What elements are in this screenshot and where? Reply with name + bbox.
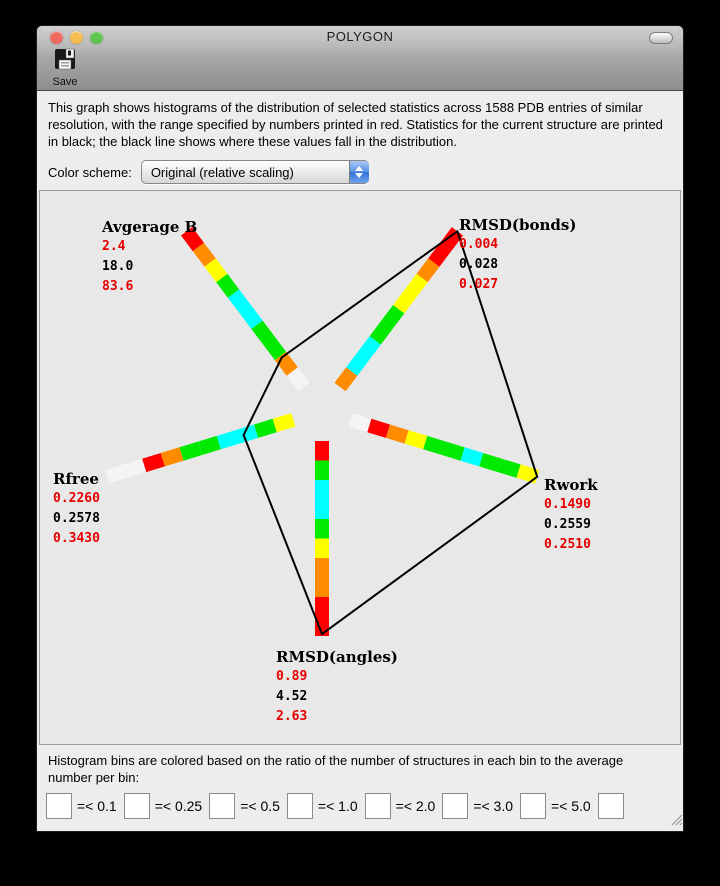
axis-current-value: 0.2578 [53, 511, 100, 526]
axis-label: RMSD(angles) [276, 648, 398, 666]
window-chrome [37, 26, 683, 91]
histogram-bin-rmsd-angles [315, 578, 329, 598]
legend-item [124, 793, 210, 819]
axis-min-value: 2.4 [102, 239, 126, 254]
histogram-bin-rfree [273, 413, 296, 432]
histogram-bin-rmsd-angles [315, 461, 329, 481]
histogram-bin-rwork [367, 419, 390, 438]
color-scheme-selected-value: Original (relative scaling) [150, 164, 294, 180]
floppy-disk-icon [45, 48, 85, 75]
axis-rfree [53, 469, 100, 549]
bin-color-swatch [598, 793, 624, 819]
legend-label: =< 0.5 [240, 798, 280, 814]
toolbar [37, 48, 683, 90]
histogram-bin-rmsd-angles [315, 597, 329, 617]
axis-label: Avgerage B [102, 218, 198, 236]
axis-min-value: 0.2260 [53, 491, 100, 506]
histogram-bin-rfree [179, 442, 202, 461]
legend-item [365, 793, 443, 819]
histogram-bin-rfree [217, 430, 240, 449]
polygon-window [36, 25, 684, 832]
histogram-bin-rwork [461, 447, 484, 466]
histogram-bin-rfree [254, 419, 277, 438]
legend-note: Histogram bins are colored based on the ratio of the number of structures in each bin to the average number per bin: [48, 753, 624, 785]
histogram-bin-rfree [198, 436, 221, 455]
histogram-bin-rwork [479, 453, 502, 472]
stepper-arrows-icon [349, 161, 369, 183]
histogram-bin-rmsd-angles [315, 480, 329, 500]
axis-max-value: 2.63 [276, 709, 308, 724]
axis-max-value: 0.2510 [544, 537, 591, 552]
axis-max-value: 0.3430 [53, 531, 100, 546]
axis-max-value: 0.027 [459, 277, 499, 292]
legend-item [209, 793, 287, 819]
chevron-down-icon [355, 173, 363, 178]
histogram-bin-rmsd-angles [315, 519, 329, 539]
legend-row [37, 790, 683, 819]
bin-color-swatch [442, 793, 468, 819]
axis-current-value: 4.52 [276, 689, 308, 704]
histogram-bin-rwork [498, 459, 521, 478]
polygon-plot [39, 190, 681, 745]
histogram-bin-rmsd-angles [315, 558, 329, 578]
legend-label: =< 0.25 [154, 798, 203, 814]
chevron-up-icon [355, 166, 363, 171]
bin-color-swatch [287, 793, 313, 819]
bin-color-swatch [520, 793, 546, 819]
save-button-label: Save [52, 76, 78, 88]
bin-color-swatch [46, 793, 72, 819]
bin-color-swatch [365, 793, 391, 819]
color-scheme-row [37, 154, 683, 190]
histogram-bin-rmsd-angles [315, 441, 329, 461]
resize-grip[interactable] [669, 812, 682, 830]
axis-min-value: 0.004 [459, 237, 499, 252]
legend-label: =< 1.0 [317, 798, 358, 814]
title-bar[interactable] [37, 26, 683, 48]
legend-item [442, 793, 520, 819]
axis-label: Rwork [544, 476, 598, 494]
axis-rmsd-angles [276, 647, 398, 727]
legend-item [287, 793, 365, 819]
toolbar-toggle-button[interactable] [649, 32, 673, 44]
histogram-bin-rwork [423, 436, 446, 455]
axis-label: RMSD(bonds) [459, 216, 577, 234]
axis-label: Rfree [53, 470, 99, 488]
axis-average-b [102, 217, 197, 297]
axis-current-value: 0.2559 [544, 517, 591, 532]
color-scheme-dropdown[interactable] [141, 160, 369, 184]
histogram-bin-rfree [161, 447, 184, 466]
bin-color-swatch [209, 793, 235, 819]
histogram-bin-rwork [386, 425, 409, 444]
histogram-bin-rwork [405, 430, 428, 449]
histogram-bin-rmsd-angles [315, 539, 329, 559]
histogram-bin-rwork [349, 413, 372, 432]
save-button[interactable] [45, 48, 85, 88]
bin-color-swatch [124, 793, 150, 819]
description-text: This graph shows histograms of the distribution of selected statistics across 1588 PDB entries of similar resolution, with the range specified by numbers printed in red. Statistics for the current structure are printed in black; the black line shows where these values fall in the distribution. [48, 100, 663, 149]
axis-current-value: 18.0 [102, 259, 134, 274]
axis-current-value: 0.028 [459, 257, 499, 272]
histogram-bin-rmsd-angles [315, 500, 329, 520]
axis-min-value: 0.1490 [544, 497, 591, 512]
legend-label: =< 5.0 [551, 798, 591, 814]
axis-rwork [544, 475, 598, 555]
window-title: POLYGON [326, 29, 394, 44]
axis-min-value: 0.89 [276, 669, 308, 684]
histogram-bin-rfree [123, 459, 146, 478]
legend-label: =< 3.0 [473, 798, 514, 814]
legend-item [520, 793, 598, 819]
histogram-bin-rfree [105, 464, 128, 483]
axis-max-value: 83.6 [102, 279, 134, 294]
legend-label: =< 2.0 [395, 798, 436, 814]
histogram-bin-rwork [442, 442, 465, 461]
color-scheme-label: Color scheme: [48, 164, 132, 180]
legend-item [46, 793, 124, 819]
legend-label: =< 0.1 [77, 798, 117, 814]
legend-item [598, 793, 636, 819]
histogram-bin-rfree [142, 453, 165, 472]
axis-rmsd-bonds [459, 215, 576, 295]
